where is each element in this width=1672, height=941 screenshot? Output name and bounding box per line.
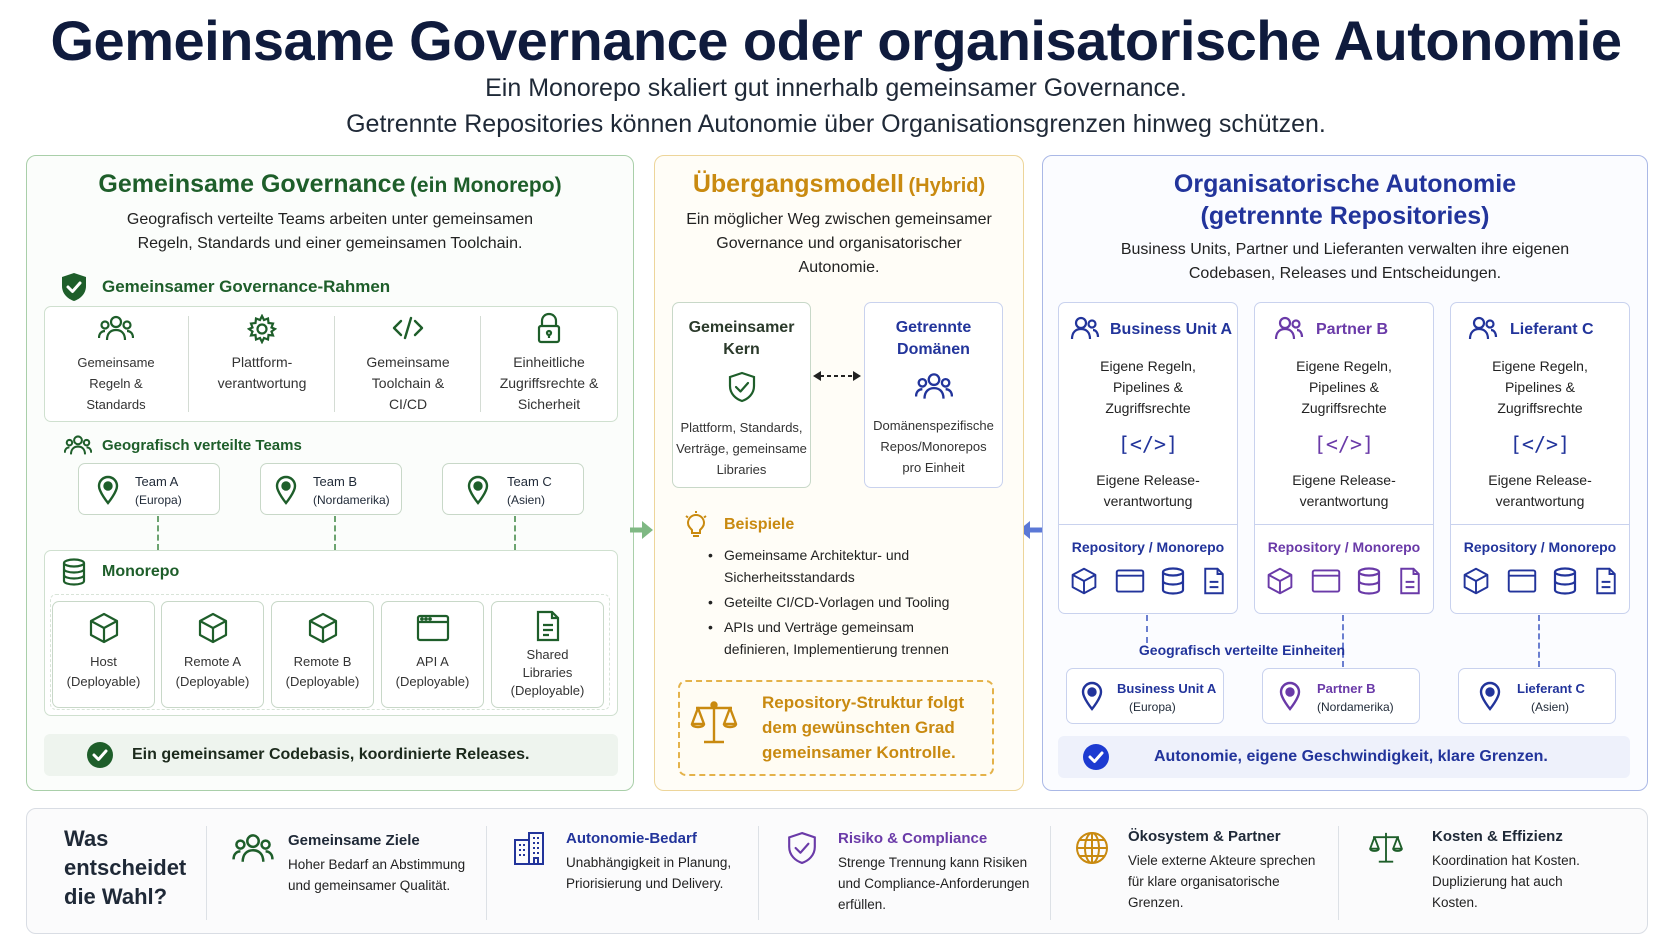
cube-icon bbox=[53, 612, 154, 644]
check-circle-icon bbox=[1082, 743, 1110, 771]
examples-list bbox=[708, 544, 1008, 660]
shared-governance-footer-text: Ein gemeinsamer Codebasis, koordinierte Releases. bbox=[132, 746, 530, 763]
decision-factors-bar bbox=[26, 808, 1648, 934]
example-item: • Geteilte CI/CD-Vorlagen und Tooling bbox=[708, 594, 950, 610]
document-icon bbox=[1202, 567, 1226, 595]
map-pin-icon bbox=[1479, 681, 1501, 711]
scale-icon bbox=[690, 698, 738, 748]
unit-name: Lieferant C bbox=[1510, 321, 1594, 338]
users-icon bbox=[865, 371, 1002, 401]
database-icon bbox=[1357, 567, 1381, 595]
location-card-lieferant-c: Lieferant C (Asien) bbox=[1458, 668, 1616, 724]
unit-name: Partner B bbox=[1316, 321, 1389, 338]
framework-title: Gemeinsamer Governance-Rahmen bbox=[102, 277, 391, 296]
unit-name: Business Unit A bbox=[1110, 321, 1233, 338]
team-name: Team B bbox=[313, 474, 358, 489]
users-icon bbox=[64, 434, 92, 456]
building-icon bbox=[512, 830, 546, 866]
database-icon bbox=[1161, 567, 1185, 595]
window-icon bbox=[382, 614, 483, 642]
subtitle-line-2: Getrennte Repositories können Autonomie über Organisationsgrenzen hinweg schützen. bbox=[346, 110, 1326, 138]
factor-text: Viele externe Akteure sprechen für klare organisatorische Grenzen. bbox=[1128, 853, 1316, 910]
examples-title: Beispiele bbox=[724, 516, 795, 533]
framework-item-access: Einheitliche Zugriffsrechte & Sicherheit bbox=[480, 312, 618, 415]
decision-question: Was entscheidet die Wahl? bbox=[64, 826, 187, 909]
arrow-right-icon bbox=[628, 518, 654, 542]
team-region: (Nordamerika) bbox=[313, 493, 390, 507]
window-icon bbox=[1311, 568, 1341, 594]
shared-governance-description: Geografisch verteilte Teams arbeiten unter gemeinsamen Regeln, Standards und einer gemeinsamen Toolchain. bbox=[126, 211, 534, 252]
factor-text: Unabhängigkeit in Planung, Priorisierung und Delivery. bbox=[566, 855, 732, 891]
monorepo-title: Monorepo bbox=[102, 563, 180, 580]
callout-text: Repository-Struktur folgt dem gewünschten Grad gemeinsamer Kontrolle. bbox=[762, 693, 965, 762]
code-icon bbox=[336, 314, 480, 342]
shield-icon bbox=[786, 830, 818, 866]
factor-text: Hoher Bedarf an Abstimmung und gemeinsamer Qualität. bbox=[288, 857, 466, 893]
team-name: Team A bbox=[135, 474, 179, 489]
users-icon bbox=[1274, 316, 1304, 340]
map-pin-icon bbox=[1279, 681, 1301, 711]
separate-domains-card: Getrennte Domänen Domänenspezifische Repos/Monorepos pro Einheit bbox=[864, 302, 1003, 488]
users-icon bbox=[44, 314, 188, 342]
example-item: • APIs und Verträge gemeinsam definieren, Implementierung trennen bbox=[708, 619, 949, 657]
repo-icons-row bbox=[1266, 566, 1422, 596]
unit-rules: Eigene Regeln, Pipelines & Zugriffsrechte bbox=[1296, 358, 1392, 416]
cube-icon bbox=[272, 612, 373, 644]
gear-icon bbox=[190, 314, 334, 344]
unit-repo-label: Repository / Monorepo bbox=[1463, 539, 1617, 555]
cube-icon bbox=[1070, 567, 1098, 595]
factor-text: Koordination hat Kosten. Duplizierung hat auch Kosten. bbox=[1432, 853, 1580, 910]
deployable-remote-b: Remote B (Deployable) bbox=[271, 601, 374, 708]
team-card-c bbox=[442, 463, 584, 515]
repo-icons-row bbox=[1462, 566, 1618, 596]
window-icon bbox=[1507, 568, 1537, 594]
document-icon bbox=[492, 610, 603, 642]
subtitle-line-1: Ein Monorepo skaliert gut innerhalb gemeinsamer Governance. bbox=[485, 74, 1187, 102]
team-card-a bbox=[78, 463, 220, 515]
hybrid-model-suffix: (Hybrid) bbox=[908, 175, 986, 197]
factor-text: Strenge Trennung kann Risiken und Compliance-Anforderungen erfüllen. bbox=[838, 855, 1030, 912]
window-icon bbox=[1115, 568, 1145, 594]
map-pin-icon bbox=[275, 475, 297, 505]
teams-title: Geografisch verteilte Teams bbox=[102, 437, 302, 454]
factor-title: Autonomie-Bedarf bbox=[566, 830, 697, 847]
shared-governance-suffix: (ein Monorepo) bbox=[409, 174, 562, 197]
location-card-partner-b: Partner B (Nordamerika) bbox=[1262, 668, 1420, 724]
map-pin-icon bbox=[97, 475, 119, 505]
lightbulb-icon bbox=[684, 510, 708, 540]
users-icon bbox=[1468, 316, 1498, 340]
document-icon bbox=[1594, 567, 1618, 595]
team-region: (Asien) bbox=[507, 493, 546, 507]
factor-title: Gemeinsame Ziele bbox=[288, 832, 420, 849]
shield-icon bbox=[60, 272, 88, 302]
org-autonomy-footer-text: Autonomie, eigene Geschwindigkeit, klare Grenzen. bbox=[1154, 748, 1548, 765]
deployable-host: Host (Deployable) bbox=[52, 601, 155, 708]
lock-icon bbox=[480, 312, 618, 344]
code-brackets-icon: [</>] bbox=[1509, 432, 1571, 456]
globe-icon bbox=[1074, 830, 1110, 866]
team-card-b bbox=[260, 463, 402, 515]
framework-item-rules: Gemeinsame Regeln & Standards bbox=[44, 314, 188, 415]
users-icon bbox=[232, 832, 274, 864]
scale-icon bbox=[1366, 830, 1406, 866]
geo-units-title: Geografisch verteilte Einheiten bbox=[1138, 642, 1346, 658]
unit-repo-label: Repository / Monorepo bbox=[1071, 539, 1225, 555]
double-arrow-icon bbox=[812, 368, 862, 384]
cube-icon bbox=[1266, 567, 1294, 595]
unit-rules: Eigene Regeln, Pipelines & Zugriffsrechte bbox=[1492, 358, 1588, 416]
deployable-shared-libraries: Shared Libraries (Deployable) bbox=[491, 601, 604, 708]
shared-governance-title: Gemeinsame Governance bbox=[98, 170, 406, 198]
team-region: (Europa) bbox=[135, 493, 182, 507]
unit-release: Eigene Release- verantwortung bbox=[1488, 472, 1592, 509]
hybrid-model-heading bbox=[654, 170, 1024, 199]
hybrid-model-description: Ein möglicher Weg zwischen gemeinsamer Governance und organisatorischer Autonomie. bbox=[686, 211, 992, 276]
page-title: Gemeinsame Governance oder organisatorische Autonomie bbox=[50, 9, 1622, 72]
org-autonomy-heading: Organisatorische Autonomie (getrennte Repositories) bbox=[1173, 170, 1517, 230]
framework-item-toolchain: Gemeinsame Toolchain & CI/CD bbox=[336, 314, 480, 415]
database-icon bbox=[62, 558, 86, 586]
shared-governance-heading bbox=[26, 170, 634, 199]
location-card-business-unit-a: Business Unit A (Europa) bbox=[1066, 668, 1224, 724]
users-icon bbox=[1070, 316, 1100, 340]
factor-title: Ökosystem & Partner bbox=[1128, 828, 1281, 845]
factor-title: Risiko & Compliance bbox=[838, 830, 988, 847]
shield-check-icon bbox=[673, 371, 810, 403]
framework-item-platform: Plattform- verantwortung bbox=[190, 314, 334, 394]
factor-title: Kosten & Effizienz bbox=[1432, 828, 1563, 845]
map-pin-icon bbox=[1081, 681, 1103, 711]
database-icon bbox=[1553, 567, 1577, 595]
deployable-api-a: API A (Deployable) bbox=[381, 601, 484, 708]
hybrid-model-title: Übergangsmodell bbox=[692, 170, 905, 198]
repo-icons-row bbox=[1070, 566, 1226, 596]
shared-core-card: Gemeinsamer Kern Plattform, Standards, Verträge, gemeinsame Libraries bbox=[672, 302, 811, 488]
cube-icon bbox=[162, 612, 263, 644]
document-icon bbox=[1398, 567, 1422, 595]
code-brackets-icon: [</>] bbox=[1117, 432, 1179, 456]
example-item: • Gemeinsame Architektur- und Sicherheitsstandards bbox=[708, 547, 910, 585]
unit-repo-label: Repository / Monorepo bbox=[1267, 539, 1421, 555]
check-circle-icon bbox=[86, 741, 114, 769]
map-pin-icon bbox=[467, 475, 489, 505]
code-brackets-icon: [</>] bbox=[1313, 432, 1375, 456]
deployable-remote-a: Remote A (Deployable) bbox=[161, 601, 264, 708]
org-autonomy-description: Business Units, Partner und Lieferanten verwalten ihre eigenen Codebasen, Releases und Entscheidungen. bbox=[1120, 241, 1570, 282]
unit-release: Eigene Release- verantwortung bbox=[1292, 472, 1396, 509]
unit-rules: Eigene Regeln, Pipelines & Zugriffsrechte bbox=[1100, 358, 1196, 416]
unit-release: Eigene Release- verantwortung bbox=[1096, 472, 1200, 509]
cube-icon bbox=[1462, 567, 1490, 595]
team-name: Team C bbox=[507, 474, 552, 489]
